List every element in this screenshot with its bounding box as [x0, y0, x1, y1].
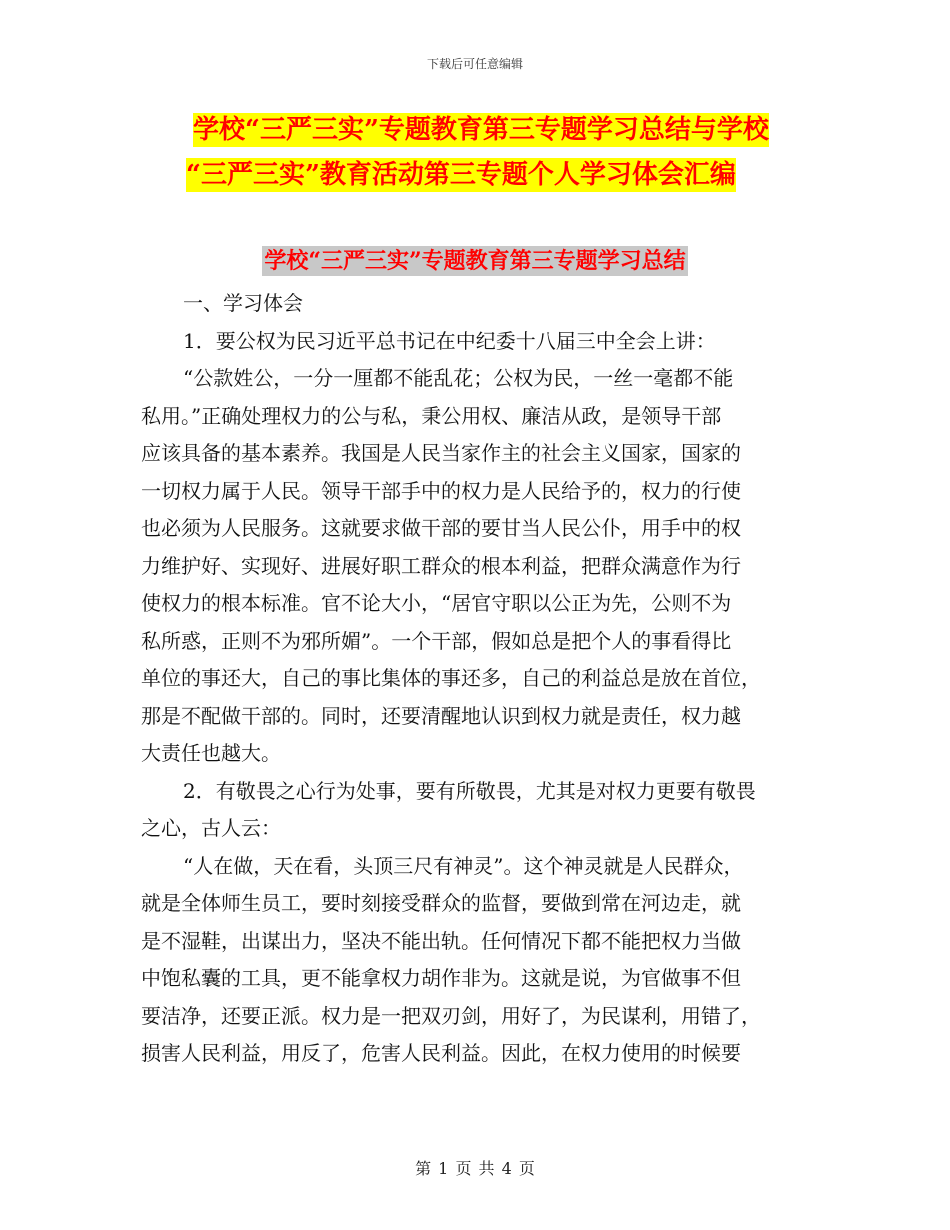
- page-footer: 第 1 页 共 4 页: [415, 1159, 535, 1178]
- body-line: 应该具备的基本素养。我国是人民当家作主的社会主义国家，国家的: [141, 441, 741, 465]
- body-line: 损害人民利益，用反了，危害人民利益。因此，在权力使用的时候要: [141, 1041, 741, 1065]
- section-title-text: 学校“三严三实”专题教育第三专题学习总结: [264, 248, 686, 274]
- body-line: “公款姓公，一分一厘都不能乱花；公权为民，一丝一毫都不能: [183, 366, 734, 390]
- body-line: “人在做，天在看，头顶三尺有神灵”。这个神灵就是人民群众，: [183, 853, 744, 878]
- body-line: 1．要公权为民习近平总书记在中纪委十八届三中全会上讲：: [183, 328, 716, 353]
- body-line: 力维护好、实现好、进展好职工群众的根本利益，把群众满意作为行: [141, 553, 741, 578]
- body-line: 一切权力属于人民。领导干部手中的权力是人民给予的，权力的行使: [141, 478, 741, 503]
- body-line: 要洁净，还要正派。权力是一把双刃剑，用好了，为民谋利，用错了，: [141, 1003, 761, 1028]
- document-body: [141, 285, 809, 1073]
- title-line-1-text: 学校“三严三实”专题教育第三专题学习总结与学校: [193, 115, 769, 145]
- body-line: 私所惑，正则不为邪所媚”。一个干部，假如总是把个人的事看得比: [141, 628, 732, 653]
- title-line-2: [0, 153, 950, 198]
- body-line: 中饱私囊的工具，更不能拿权力胡作非为。这就是说，为官做事不但: [141, 966, 741, 990]
- document-title: [0, 108, 950, 198]
- body-line: 2．有敬畏之心行为处事，要有所敬畏，尤其是对权力更要有敬畏: [183, 778, 756, 803]
- body-line: 大责任也越大。: [141, 741, 281, 765]
- body-line: 也必须为人民服务。这就要求做干部的要甘当人民公仆，用手中的权: [141, 516, 741, 540]
- body-line: 使权力的根本标准。官不论大小，“居官守职以公正为先，公则不为: [141, 591, 732, 615]
- header-note: 下载后可任意编辑: [426, 57, 523, 71]
- body-line: 之心，古人云：: [141, 816, 281, 840]
- body-line: 单位的事还大，自己的事比集体的事还多，自己的利益总是放在首位，: [141, 666, 761, 690]
- body-line: 那是不配做干部的。同时，还要清醒地认识到权力就是责任，权力越: [141, 703, 741, 728]
- body-line: 一、学习体会: [183, 291, 303, 315]
- body-line: 就是全体师生员工，要时刻接受群众的监督，要做到常在河边走，就: [141, 891, 741, 915]
- body-line: 是不湿鞋，出谋出力，坚决不能出轨。任何情况下都不能把权力当做: [141, 928, 741, 953]
- body-line: 私用。”正确处理权力的公与私，秉公用权、廉洁从政，是领导干部: [141, 403, 722, 428]
- title-line-1: [0, 108, 950, 153]
- section-title: [0, 244, 950, 275]
- title-line-2-text: “三严三实”教育活动第三专题个人学习体会汇编: [186, 160, 736, 190]
